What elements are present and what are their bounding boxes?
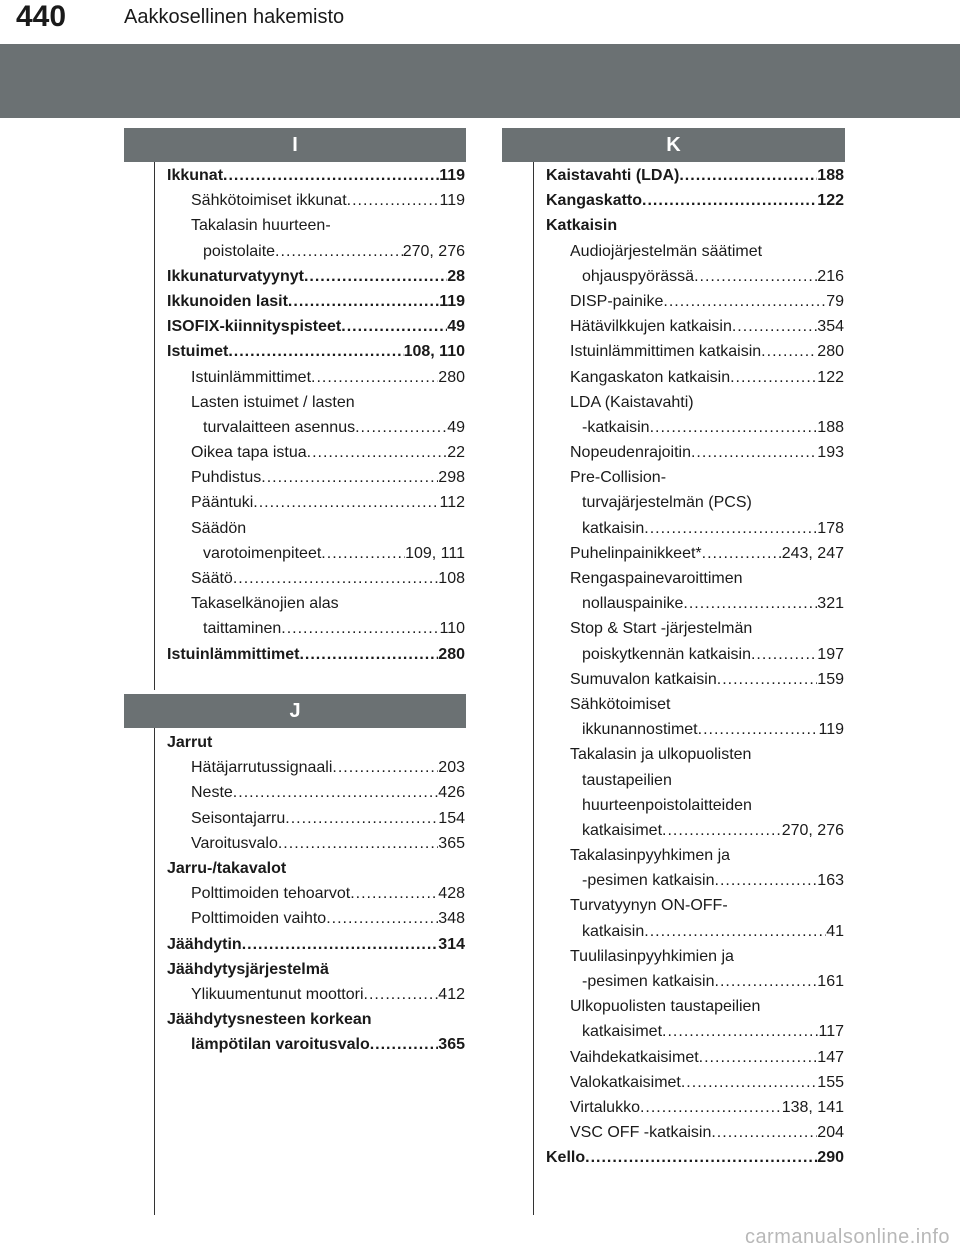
- leader-dots: [644, 919, 826, 944]
- index-entry: [546, 1095, 844, 1120]
- entry-page: 49: [447, 318, 465, 336]
- entry-text: Vaihdekatkaisimet: [570, 1048, 699, 1066]
- entry-text: Virtalukko: [570, 1098, 640, 1116]
- entry-text: Polttimoiden tehoarvot: [191, 885, 351, 903]
- entry-text: Jäähdytysjärjestelmä: [167, 960, 329, 978]
- index-entry: [546, 969, 844, 994]
- index-entry: [546, 1019, 844, 1044]
- entry-text: ISOFIX-kiinnityspisteet: [167, 318, 342, 336]
- leader-dots: [699, 1045, 818, 1070]
- index-entry: [167, 365, 465, 390]
- entry-text: Säädön: [191, 519, 247, 537]
- index-entry: [546, 213, 844, 238]
- entry-page: 117: [818, 1023, 844, 1041]
- index-entry: [546, 642, 844, 667]
- entry-page: 197: [817, 645, 844, 663]
- leader-dots: [321, 541, 405, 566]
- entry-text: poiskytkennän katkaisin: [582, 645, 751, 663]
- leader-dots: [662, 1019, 818, 1044]
- leader-dots: [683, 591, 817, 616]
- entry-text: Sähkötoimiset ikkunat: [191, 192, 347, 210]
- entry-text: ikkunannostimet: [582, 721, 698, 739]
- index-entry: [167, 806, 465, 831]
- entry-page: 79: [826, 292, 844, 310]
- index-entry: [546, 768, 844, 793]
- leader-dots: [341, 314, 447, 339]
- leader-dots: [662, 818, 782, 843]
- index-entry: [546, 163, 844, 188]
- entry-text: Rengaspainevaroittimen: [570, 570, 743, 587]
- entry-page: 188: [817, 167, 844, 184]
- index-entry: [167, 390, 465, 415]
- index-entry: [546, 717, 844, 742]
- header-band: [0, 44, 960, 118]
- index-entry: [546, 667, 844, 692]
- leader-dots: [691, 440, 817, 465]
- leader-dots: [694, 264, 817, 289]
- entry-page: 163: [817, 872, 844, 890]
- entry-page: 203: [438, 759, 465, 777]
- entry-page: 108: [438, 570, 465, 587]
- leader-dots: [285, 806, 438, 831]
- entry-text: ohjauspyörässä: [582, 267, 695, 285]
- entry-text: Jäähdytin: [167, 935, 242, 953]
- page-title: Aakkosellinen hakemisto: [124, 6, 345, 28]
- entry-text: taittaminen: [203, 620, 282, 638]
- leader-dots: [644, 516, 817, 541]
- column-rule: [533, 162, 534, 1215]
- leader-dots: [275, 239, 403, 264]
- entry-text: katkaisimet: [582, 1023, 663, 1041]
- index-entry: [546, 818, 844, 843]
- index-entry: [546, 843, 844, 868]
- entry-text: Ikkunoiden lasit: [167, 292, 288, 310]
- leader-dots: [715, 868, 818, 893]
- entry-page: 426: [438, 784, 465, 802]
- entry-page: 280: [438, 645, 465, 663]
- index-entry: [546, 868, 844, 893]
- index-list-k: [546, 163, 844, 1171]
- index-entry: [167, 339, 465, 364]
- index-entry: [546, 919, 844, 944]
- leader-dots: [311, 365, 438, 390]
- entry-page: 154: [438, 809, 465, 827]
- index-entry: [546, 289, 844, 314]
- entry-page: 216: [817, 267, 844, 285]
- index-entry: [546, 365, 844, 390]
- entry-page: 348: [438, 910, 465, 928]
- index-entry: [167, 755, 465, 780]
- leader-dots: [242, 932, 439, 957]
- index-entry: [167, 1007, 465, 1032]
- entry-text: Istuinlämmittimet: [191, 368, 312, 386]
- leader-dots: [711, 1120, 817, 1145]
- entry-text: huurteenpoistolaitteiden: [582, 796, 752, 814]
- index-entry: [546, 390, 844, 415]
- entry-text: Kangaskatto: [546, 192, 643, 210]
- entry-text: -katkaisin: [582, 418, 650, 436]
- entry-page: 41: [826, 922, 844, 940]
- index-entry: [546, 541, 844, 566]
- entry-text: DISP-painike: [570, 292, 664, 310]
- index-entry: [167, 440, 465, 465]
- entry-text: Sähkötoimiset: [570, 695, 671, 713]
- entry-page: 108, 110: [403, 343, 465, 361]
- leader-dots: [679, 163, 817, 188]
- index-entry: [167, 264, 465, 289]
- entry-text: Lasten istuimet / lasten: [191, 393, 355, 411]
- entry-text: Neste: [191, 784, 233, 802]
- leader-dots: [261, 465, 438, 490]
- index-entry: [167, 780, 465, 805]
- entry-text: nollauspainike: [582, 595, 684, 613]
- entry-page: 109, 111: [405, 544, 465, 562]
- entry-text: VSC OFF -katkaisin: [570, 1124, 712, 1142]
- entry-page: 321: [817, 595, 844, 613]
- index-entry: [546, 264, 844, 289]
- entry-text: Jarru-/takavalot: [167, 859, 287, 877]
- entry-text: Oikea tapa istua: [191, 444, 307, 462]
- leader-dots: [278, 831, 438, 856]
- entry-page: 204: [817, 1124, 844, 1142]
- index-entry: [167, 314, 465, 339]
- index-entry: [167, 982, 465, 1007]
- entry-page: 428: [438, 885, 465, 903]
- index-entry: [546, 239, 844, 264]
- leader-dots: [233, 566, 438, 591]
- leader-dots: [650, 415, 818, 440]
- entry-page: 110: [439, 620, 465, 638]
- section-header-j: J: [124, 694, 466, 728]
- index-entry: [546, 188, 844, 213]
- leader-dots: [663, 289, 826, 314]
- index-entry: [167, 932, 465, 957]
- entry-page: 280: [438, 368, 465, 386]
- entry-page: 178: [817, 519, 844, 537]
- leader-dots: [304, 264, 447, 289]
- index-entry: [546, 692, 844, 717]
- index-entry: [167, 289, 465, 314]
- entry-text: Valokatkaisimet: [570, 1073, 681, 1091]
- section-header-i: I: [124, 128, 466, 162]
- index-entry: [167, 906, 465, 931]
- column-rule: [154, 162, 155, 690]
- entry-text: Istuimet: [167, 343, 229, 361]
- entry-page: 122: [817, 192, 844, 210]
- entry-page: 280: [817, 343, 844, 361]
- leader-dots: [715, 969, 818, 994]
- leader-dots: [585, 1145, 817, 1170]
- index-list-i: [167, 163, 465, 667]
- entry-page: 270, 276: [402, 242, 465, 260]
- entry-text: Kangaskaton katkaisin: [570, 368, 731, 386]
- section-header-k: K: [502, 128, 845, 162]
- index-entry: [546, 516, 844, 541]
- entry-page: 354: [817, 318, 844, 336]
- index-entry: [167, 516, 465, 541]
- entry-text: Nopeudenrajoitin: [570, 444, 691, 462]
- entry-page: 147: [817, 1048, 844, 1066]
- leader-dots: [717, 667, 818, 692]
- leader-dots: [364, 982, 439, 1007]
- entry-text: Seisontajarru: [191, 809, 286, 827]
- index-entry: [167, 831, 465, 856]
- entry-text: Katkaisin: [546, 217, 618, 235]
- entry-text: Stop & Start -järjestelmän: [570, 620, 753, 638]
- leader-dots: [761, 339, 817, 364]
- index-entry: [546, 1145, 844, 1170]
- entry-page: 412: [438, 985, 465, 1003]
- index-entry: [167, 730, 465, 755]
- entry-text: Audiojärjestelmän säätimet: [570, 242, 763, 260]
- entry-page: 49: [447, 418, 465, 436]
- entry-text: katkaisimet: [582, 821, 663, 839]
- entry-text: Tuulilasinpyyhkimien ja: [570, 947, 734, 965]
- leader-dots: [253, 490, 439, 515]
- entry-page: 270, 276: [781, 821, 844, 839]
- entry-text: Kaistavahti (LDA): [546, 167, 680, 184]
- entry-text: turvalaitteen asennus: [203, 418, 356, 436]
- index-entry: [167, 591, 465, 616]
- index-entry: [546, 1120, 844, 1145]
- entry-text: Jarrut: [167, 734, 213, 751]
- index-entry: [167, 213, 465, 238]
- entry-text: Takalasin ja ulkopuolisten: [570, 746, 752, 764]
- index-entry: [546, 1070, 844, 1095]
- entry-page: 119: [439, 292, 465, 310]
- page-number: 440: [16, 0, 67, 33]
- index-entry: [167, 616, 465, 641]
- entry-text: turvajärjestelmän (PCS): [582, 494, 752, 512]
- entry-text: Ylikuumentunut moottori: [191, 985, 364, 1003]
- index-entry: [167, 881, 465, 906]
- entry-text: Hätäjarrutussignaali: [191, 759, 333, 777]
- leader-dots: [355, 415, 447, 440]
- index-entry: [167, 465, 465, 490]
- entry-text: -pesimen katkaisin: [582, 872, 715, 890]
- leader-dots: [350, 881, 438, 906]
- index-entry: [167, 163, 465, 188]
- entry-page: 155: [817, 1073, 844, 1091]
- entry-page: 112: [439, 494, 465, 512]
- index-entry: [546, 742, 844, 767]
- entry-text: Sumuvalon katkaisin: [570, 670, 717, 688]
- index-entry: [546, 415, 844, 440]
- leader-dots: [702, 541, 782, 566]
- column-rule: [154, 728, 155, 1215]
- entry-text: Ikkunaturvatyynyt: [167, 267, 304, 285]
- index-entry: [167, 541, 465, 566]
- entry-text: Säätö: [191, 570, 233, 587]
- leader-dots: [281, 616, 439, 641]
- index-entry: [546, 616, 844, 641]
- entry-text: Istuinlämmittimen katkaisin: [570, 343, 762, 361]
- entry-page: 193: [817, 444, 844, 462]
- leader-dots: [288, 289, 439, 314]
- entry-text: Varoitusvalo: [191, 834, 278, 852]
- index-entry: [167, 642, 465, 667]
- entry-text: Puhelinpainikkeet*: [570, 544, 702, 562]
- entry-text: Takalasin huurteen-: [191, 217, 331, 235]
- leader-dots: [642, 188, 817, 213]
- leader-dots: [347, 188, 440, 213]
- index-entry: [546, 793, 844, 818]
- index-entry: [546, 944, 844, 969]
- entry-text: katkaisin: [582, 922, 645, 940]
- leader-dots: [228, 339, 403, 364]
- entry-text: Pre-Collision-: [570, 469, 667, 487]
- index-entry: [167, 188, 465, 213]
- entry-text: poistolaite: [203, 242, 276, 260]
- index-entry: [167, 856, 465, 881]
- entry-text: Ikkunat: [167, 167, 224, 184]
- leader-dots: [698, 717, 819, 742]
- leader-dots: [307, 440, 448, 465]
- entry-page: 119: [439, 167, 465, 184]
- index-entry: [167, 490, 465, 515]
- leader-dots: [332, 755, 438, 780]
- entry-page: 243, 247: [781, 544, 844, 562]
- entry-text: Takalasinpyyhkimen ja: [570, 847, 731, 865]
- leader-dots: [732, 314, 817, 339]
- index-entry: [167, 957, 465, 982]
- entry-text: Turvatyynyn ON-OFF-: [570, 897, 728, 915]
- entry-text: Puhdistus: [191, 469, 262, 487]
- entry-text: lämpötilan varoitusvalo: [191, 1036, 370, 1054]
- leader-dots: [730, 365, 817, 390]
- entry-page: 298: [438, 469, 465, 487]
- entry-page: 22: [447, 444, 465, 462]
- entry-text: katkaisin: [582, 519, 645, 537]
- entry-page: 188: [817, 418, 844, 436]
- index-entry: [546, 314, 844, 339]
- index-entry: [546, 1045, 844, 1070]
- watermark: carmanualsonline.info: [744, 1226, 950, 1248]
- entry-text: Kello: [546, 1149, 586, 1167]
- index-entry: [167, 566, 465, 591]
- entry-text: varotoimenpiteet: [203, 544, 322, 562]
- entry-text: Ulkopuolisten taustapeilien: [570, 998, 761, 1016]
- entry-page: 365: [438, 834, 465, 852]
- entry-page: 122: [817, 368, 844, 386]
- entry-text: Jäähdytysnesteen korkean: [167, 1011, 372, 1029]
- index-entry: [546, 339, 844, 364]
- index-entry: [546, 591, 844, 616]
- entry-page: 119: [818, 721, 844, 739]
- entry-text: -pesimen katkaisin: [582, 973, 715, 990]
- index-entry: [546, 490, 844, 515]
- entry-page: 119: [439, 192, 465, 210]
- entry-text: Takaselkänojien alas: [191, 595, 339, 613]
- leader-dots: [223, 163, 439, 188]
- entry-page: 365: [438, 1036, 465, 1054]
- index-entry: [167, 239, 465, 264]
- index-entry: [546, 994, 844, 1019]
- entry-text: Pääntuki: [191, 494, 254, 512]
- index-entry: [167, 415, 465, 440]
- index-entry: [167, 1032, 465, 1057]
- index-entry: [546, 440, 844, 465]
- entry-text: Polttimoiden vaihto: [191, 910, 327, 928]
- leader-dots: [751, 642, 817, 667]
- leader-dots: [370, 1032, 439, 1057]
- leader-dots: [233, 780, 439, 805]
- entry-page: 290: [817, 1149, 844, 1167]
- index-entry: [546, 566, 844, 591]
- entry-page: 314: [438, 935, 465, 953]
- entry-page: 159: [817, 670, 844, 688]
- entry-page: 28: [447, 267, 465, 285]
- leader-dots: [640, 1095, 782, 1120]
- index-entry: [546, 465, 844, 490]
- entry-text: LDA (Kaistavahti): [570, 393, 694, 411]
- leader-dots: [326, 906, 438, 931]
- entry-text: Hätävilkkujen katkaisin: [570, 318, 732, 336]
- leader-dots: [681, 1070, 817, 1095]
- entry-text: Istuinlämmittimet: [167, 645, 300, 663]
- index-list-j: [167, 730, 465, 1057]
- entry-text: taustapeilien: [582, 771, 672, 789]
- leader-dots: [299, 642, 438, 667]
- entry-page: 161: [817, 973, 844, 990]
- index-entry: [546, 893, 844, 918]
- entry-page: 138, 141: [781, 1098, 844, 1116]
